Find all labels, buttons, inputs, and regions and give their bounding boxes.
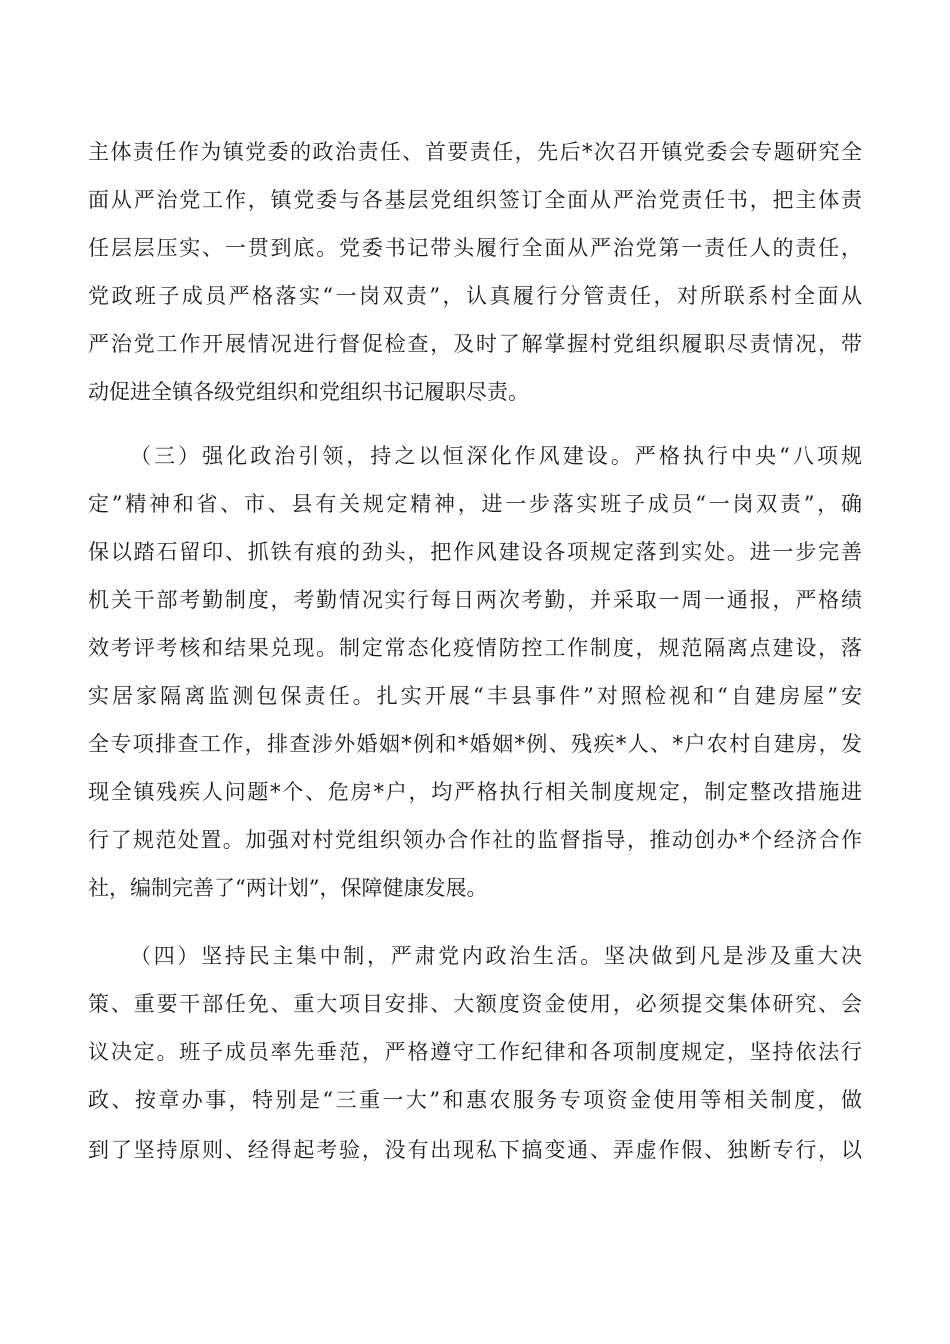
text-line: 全专项排查工作，排查涉外婚姻*例和*婚姻*例、残疾*人、*户农村自建房，发 [88,732,862,756]
text-line: 现全镇残疾人问题*个、危房*户，均严格执行相关制度规定，制定整改措施进 [88,780,862,804]
text-line: 政、按章办事，特别是“三重一大”和惠农服务专项资金使用等相关制度，做 [88,1088,862,1112]
text-line: 到了坚持原则、经得起考验，没有出现私下搞变通、弄虚作假、独断专行，以 [88,1138,862,1162]
text-line: 机关干部考勤制度，考勤情况实行每日两次考勤，并采取一周一通报，严格绩 [88,588,862,612]
text-line: 行了规范处置。加强对村党组织领办合作社的监督指导，推动创办*个经济合作 [88,828,862,852]
text-line: 面从严治党工作，镇党委与各基层党组织签订全面从严治党责任书，把主体责 [88,188,862,212]
text-line: 保以踏石留印、抓铁有痕的劲头，把作风建设各项规定落到实处。进一步完善 [88,540,862,564]
text-line: 任层层压实、一贯到底。党委书记带头履行全面从严治党第一责任人的责任， [88,236,862,260]
text-line: （三）强化政治引领，持之以恒深化作风建设。严格执行中央“八项规 [130,444,862,468]
text-line: （四）坚持民主集中制，严肃党内政治生活。坚决做到凡是涉及重大决 [130,944,862,968]
text-line: 主体责任作为镇党委的政治责任、首要责任，先后*次召开镇党委会专题研究全 [88,140,862,164]
text-line: 社，编制完善了“两计划”，保障健康发展。 [88,876,488,900]
text-line: 实居家隔离监测包保责任。扎实开展“丰县事件”对照检视和“自建房屋”安 [88,684,862,708]
text-line: 议决定。班子成员率先垂范，严格遵守工作纪律和各项制度规定，坚持依法行 [88,1040,862,1064]
text-line: 效考评考核和结果兑现。制定常态化疫情防控工作制度，规范隔离点建设，落 [88,636,862,660]
text-line: 动促进全镇各级党组织和党组织书记履职尽责。 [88,380,529,404]
text-line: 定”精神和省、市、县有关规定精神，进一步落实班子成员“一岗双责”，确 [88,492,862,516]
text-line: 策、重要干部任免、重大项目安排、大额度资金使用，必须提交集体研究、会 [88,992,862,1016]
text-line: 严治党工作开展情况进行督促检查，及时了解掌握村党组织履职尽责情况，带 [88,332,862,356]
text-line: 党政班子成员严格落实“一岗双责”，认真履行分管责任，对所联系村全面从 [88,284,862,308]
